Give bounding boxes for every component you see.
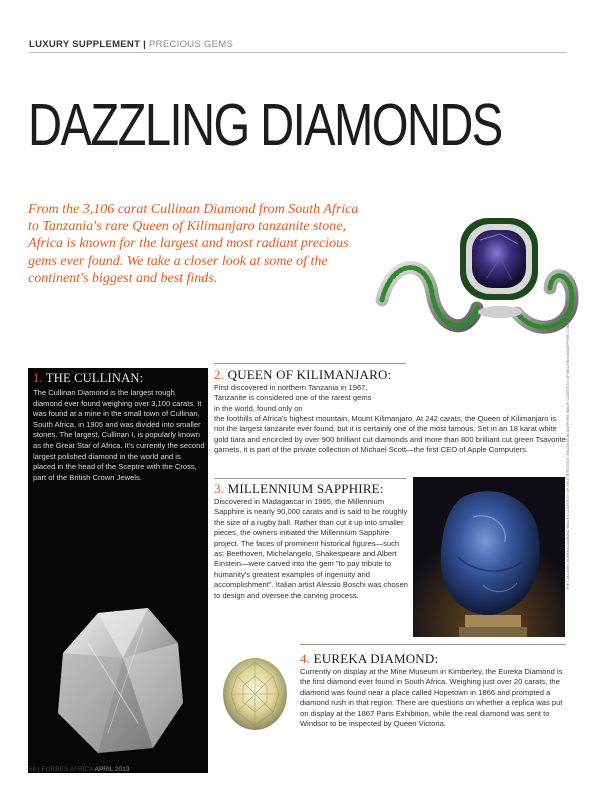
eureka-body: Currently on display at the Mine Museum in Kimberley, the Eureka Diamond is the first diamond ever found in South Africa. Weighing just over 20 carats, the diamond was found near a place called Hopetown in 1866 and prompted a diamond rush in that region. There are questions on whether a replica was put on display at the 1867 Paris Exhibition, while the real diamond was sent to Windsor to be inspected by Queen Victoria. [300,667,563,729]
intro-standfirst: From the 3,106 carat Cullinan Diamond from South Africa to Tanzania's rare Queen of Kilimanjaro tanzanite stone, Africa is known for the largest and most radiant precious gems ever found. We take a closer look at some of the continent's biggest and best finds. [28,202,359,286]
section-number: 2. [214,367,225,382]
tanzanite-ring-image [372,188,587,358]
header-rule [29,52,566,53]
section-title: THE CULLINAN: [42,371,144,385]
page-number: 58 | FORBES AFRICA [29,766,94,773]
cullinan-body: The Cullinan Diamond is the largest rough diamond ever found weighing over 3,100 carats. It was found at a mine in the small town of Cullinan, South Africa, in 1905 and was divided into smaller stones. The largest, Cullinan I, is popularly known as the Great Star of Africa. It's currently the second largest polished diamond in the world and is placed in the head of the Sceptre with the Cross, part of the British Crown Jewels. [33,388,205,482]
section-title: EUREKA DIAMOND: [310,651,439,666]
sapphire-heading [214,481,384,497]
cullinan-panel [28,368,208,773]
section-number: 1. [33,371,43,385]
cullinan-heading [33,371,143,386]
eureka-heading [300,651,438,667]
section-title: QUEEN OF KILIMANJARO: [224,367,392,382]
section-header [29,39,233,50]
topic-label: PRECIOUS GEMS [146,39,234,50]
section-title: MILLENNIUM SAPPHIRE: [224,481,384,496]
queen-heading [214,367,391,383]
sapphire-body: Discovered in Madagascar in 1995, the Millennium Sapphire is nearly 90,000 carats and is said to be roughly the size of a rugby ball. Rather than cut it up into smaller pieces, the owners initiated the Millennium Sapphire project. The faces of prominent historical figures—such as: Beethoven, Michelangelo, Shakespeare and Albert Einstein—were carved into the gem "to pay tribute to humanity's greatest examples of ingenuity and accomplishment". Italian artist Alessio Boschi was chosen to design and oversee the carving process. [214,497,408,600]
supplement-label: LUXURY SUPPLEMENT | [29,39,147,50]
section-number: 4. [300,651,311,666]
queen-body-narrow: First discovered in northern Tanzania in 1967, Tanzanite is considered one of the rarest gems in the world, found only on [214,383,372,413]
section-rule [214,478,406,479]
photo-credit: THE CULLINAN, EUREKA DIAMOND IMAGES COURTESY OF SHUTTERSTOCK; MILLENNIUM SAPPHIRE IMAGE COURTESY OF MILLENNIUMSAPPHIRE.COM [566,323,570,590]
section-rule [214,363,406,364]
section-number: 3. [214,481,225,496]
queen-body-wide: the foothills of Africa's highest mountain, Mount Kilimanjaro. At 242 carats, the Queen of Kilimanjaro is not the largest tanzanite ever found, but it is certainly one of the most famous. Set in an 18 karat white gold tiara and encircled by over 900 brilliant cut diamonds and more than 800 brilliant cut green Tsavorite garnets, it is part of the private collection of Michael Scott—the first CEO of Apple Computers. [214,414,566,455]
eureka-diamond-image [213,650,298,738]
millennium-sapphire-image [413,477,565,637]
section-rule [300,644,566,645]
page-title: DAZZLING DIAMONDS [28,92,502,158]
page-footer [29,766,129,773]
cullinan-diamond-image [28,583,208,773]
issue-date: APRIL 2013 [93,766,130,773]
